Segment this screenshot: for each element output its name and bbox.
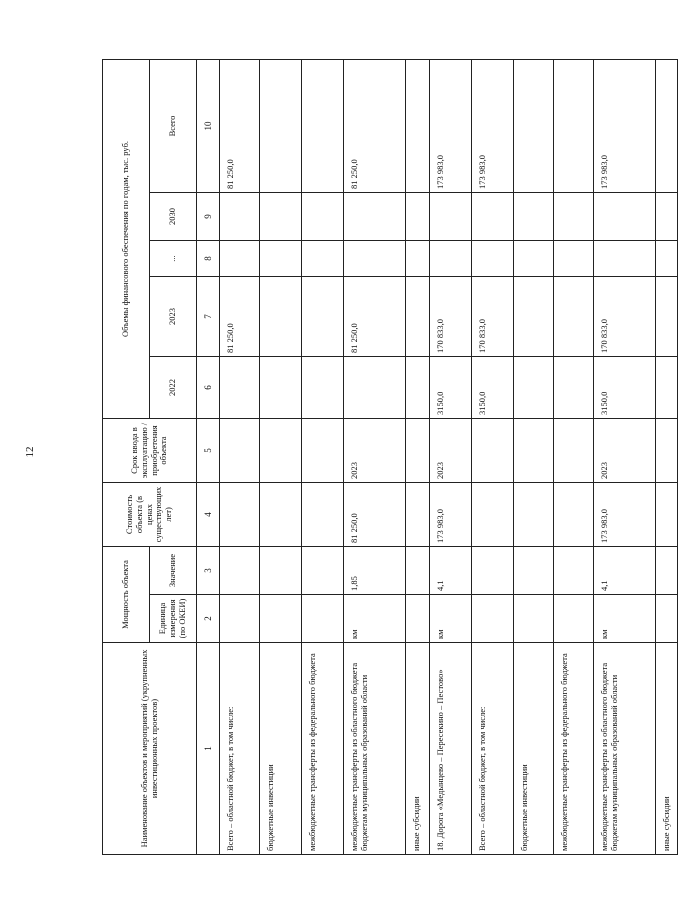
cell-cost	[302, 483, 344, 547]
cell-y2022: 3150,0	[472, 357, 514, 419]
cell-dots	[406, 241, 430, 277]
header-cost: Стоимость объекта (в ценах существующих лет)	[103, 483, 197, 547]
table-row	[406, 59, 430, 854]
cell-y2023	[406, 277, 430, 357]
cell-name: иные субсидии	[656, 643, 678, 855]
cell-name: межбюджетные трансферты из федерального бюджета	[554, 643, 594, 855]
cell-total: 173 983,0	[472, 59, 514, 192]
investment-table	[102, 59, 678, 855]
cell-term	[302, 419, 344, 483]
cell-term	[406, 419, 430, 483]
cell-y2023	[656, 277, 678, 357]
cell-y2023: 81 250,0	[220, 277, 260, 357]
cell-term	[260, 419, 302, 483]
column-number: 9	[197, 193, 220, 241]
cell-y2030	[406, 193, 430, 241]
cell-y2030	[656, 193, 678, 241]
cell-y2022	[344, 357, 406, 419]
cell-unit: км	[344, 595, 406, 643]
header-2023: 2023	[150, 277, 197, 357]
cell-unit	[220, 595, 260, 643]
cell-dots	[344, 241, 406, 277]
cell-term: 2023	[594, 419, 656, 483]
cell-cost: 81 250,0	[344, 483, 406, 547]
cell-y2022	[514, 357, 554, 419]
cell-dots	[594, 241, 656, 277]
cell-term	[514, 419, 554, 483]
cell-term: 2023	[344, 419, 406, 483]
cell-dots	[430, 241, 472, 277]
cell-unit	[514, 595, 554, 643]
header-funding: Объемы финансового обеспечения по годам, тыс. руб.	[103, 59, 150, 418]
cell-cost	[260, 483, 302, 547]
cell-total	[302, 59, 344, 192]
cell-total: 81 250,0	[344, 59, 406, 192]
cell-y2030	[472, 193, 514, 241]
column-number: 10	[197, 59, 220, 192]
cell-cost	[514, 483, 554, 547]
header-value: Значение	[150, 547, 197, 595]
header-ellipsis: ...	[150, 241, 197, 277]
cell-y2030	[344, 193, 406, 241]
table-row	[260, 59, 302, 854]
cell-value: 1,85	[344, 547, 406, 595]
cell-cost	[656, 483, 678, 547]
cell-total	[656, 59, 678, 192]
header-name: Наименование объектов и мероприятий (укрупненных инвестиционных проектов)	[103, 643, 197, 855]
rotated-table-container	[102, 60, 671, 855]
cell-dots	[260, 241, 302, 277]
cell-value	[302, 547, 344, 595]
cell-total: 173 983,0	[430, 59, 472, 192]
cell-dots	[220, 241, 260, 277]
cell-dots	[656, 241, 678, 277]
cell-y2022	[406, 357, 430, 419]
column-number: 3	[197, 547, 220, 595]
header-term: Срок ввода в эксплуатацию / приобретения объекта	[103, 419, 197, 483]
header-row-1	[103, 59, 150, 854]
column-number: 5	[197, 419, 220, 483]
cell-y2030	[220, 193, 260, 241]
header-capacity: Мощность объекта	[103, 547, 150, 643]
table-row	[220, 59, 260, 854]
cell-value	[260, 547, 302, 595]
page-number: 12	[24, 446, 36, 458]
table-row	[472, 59, 514, 854]
cell-unit: км	[430, 595, 472, 643]
cell-total: 81 250,0	[220, 59, 260, 192]
cell-y2022	[302, 357, 344, 419]
cell-term	[554, 419, 594, 483]
column-number: 2	[197, 595, 220, 643]
cell-unit	[302, 595, 344, 643]
cell-y2030	[594, 193, 656, 241]
cell-unit	[472, 595, 514, 643]
cell-name: бюджетные инвестиции	[260, 643, 302, 855]
table-row	[656, 59, 678, 854]
cell-value: 4,1	[594, 547, 656, 595]
cell-y2023	[514, 277, 554, 357]
cell-dots	[514, 241, 554, 277]
column-number: 6	[197, 357, 220, 419]
cell-y2030	[260, 193, 302, 241]
cell-y2022	[554, 357, 594, 419]
cell-name: иные субсидии	[406, 643, 430, 855]
cell-cost: 173 983,0	[430, 483, 472, 547]
table-row	[302, 59, 344, 854]
cell-unit	[554, 595, 594, 643]
cell-name: Всего – областной бюджет, в том числе:	[220, 643, 260, 855]
cell-value	[656, 547, 678, 595]
table-row	[344, 59, 406, 854]
cell-total: 173 983,0	[594, 59, 656, 192]
cell-total	[406, 59, 430, 192]
table-row	[514, 59, 554, 854]
cell-y2023: 170 833,0	[594, 277, 656, 357]
cell-total	[514, 59, 554, 192]
cell-term	[220, 419, 260, 483]
cell-total	[554, 59, 594, 192]
cell-y2023	[554, 277, 594, 357]
cell-name: межбюджетные трансферты из областного бюджета бюджетам муниципальных образований области	[594, 643, 656, 855]
table-row	[430, 59, 472, 854]
table-row	[594, 59, 656, 854]
table-row	[554, 59, 594, 854]
cell-unit	[656, 595, 678, 643]
cell-y2023: 170 833,0	[430, 277, 472, 357]
cell-value	[514, 547, 554, 595]
cell-y2022	[220, 357, 260, 419]
cell-name: 18. Дорога «Медынцево – Пересекино – Пестово»	[430, 643, 472, 855]
cell-dots	[554, 241, 594, 277]
cell-term	[656, 419, 678, 483]
cell-value: 4,1	[430, 547, 472, 595]
cell-y2022: 3150,0	[430, 357, 472, 419]
cell-y2030	[514, 193, 554, 241]
cell-dots	[472, 241, 514, 277]
cell-y2022	[656, 357, 678, 419]
cell-total	[260, 59, 302, 192]
header-unit: Единица измерения (по ОКЕИ)	[150, 595, 197, 643]
cell-y2023	[302, 277, 344, 357]
cell-cost	[406, 483, 430, 547]
cell-unit	[260, 595, 302, 643]
cell-y2023: 170 833,0	[472, 277, 514, 357]
header-total: Всего	[150, 59, 197, 192]
cell-y2022	[260, 357, 302, 419]
cell-term: 2023	[430, 419, 472, 483]
cell-name: межбюджетные трансферты из областного бюджета бюджетам муниципальных образований области	[344, 643, 406, 855]
cell-name: бюджетные инвестиции	[514, 643, 554, 855]
cell-y2030	[430, 193, 472, 241]
cell-y2023: 81 250,0	[344, 277, 406, 357]
cell-value	[472, 547, 514, 595]
cell-y2022: 3150,0	[594, 357, 656, 419]
cell-value	[220, 547, 260, 595]
column-number: 7	[197, 277, 220, 357]
cell-y2030	[302, 193, 344, 241]
header-2030: 2030	[150, 193, 197, 241]
cell-dots	[302, 241, 344, 277]
cell-cost	[472, 483, 514, 547]
cell-cost	[554, 483, 594, 547]
column-number: 4	[197, 483, 220, 547]
cell-y2023	[260, 277, 302, 357]
header-2022: 2022	[150, 357, 197, 419]
cell-value	[554, 547, 594, 595]
cell-cost: 173 983,0	[594, 483, 656, 547]
cell-unit: км	[594, 595, 656, 643]
cell-y2030	[554, 193, 594, 241]
cell-name: Всего – областной бюджет, в том числе:	[472, 643, 514, 855]
column-number: 1	[197, 643, 220, 855]
cell-cost	[220, 483, 260, 547]
cell-name: межбюджетные трансферты из федерального бюджета	[302, 643, 344, 855]
cell-term	[472, 419, 514, 483]
table-body	[220, 59, 678, 854]
column-numbers-row	[197, 59, 220, 854]
column-number: 8	[197, 241, 220, 277]
cell-unit	[406, 595, 430, 643]
cell-value	[406, 547, 430, 595]
